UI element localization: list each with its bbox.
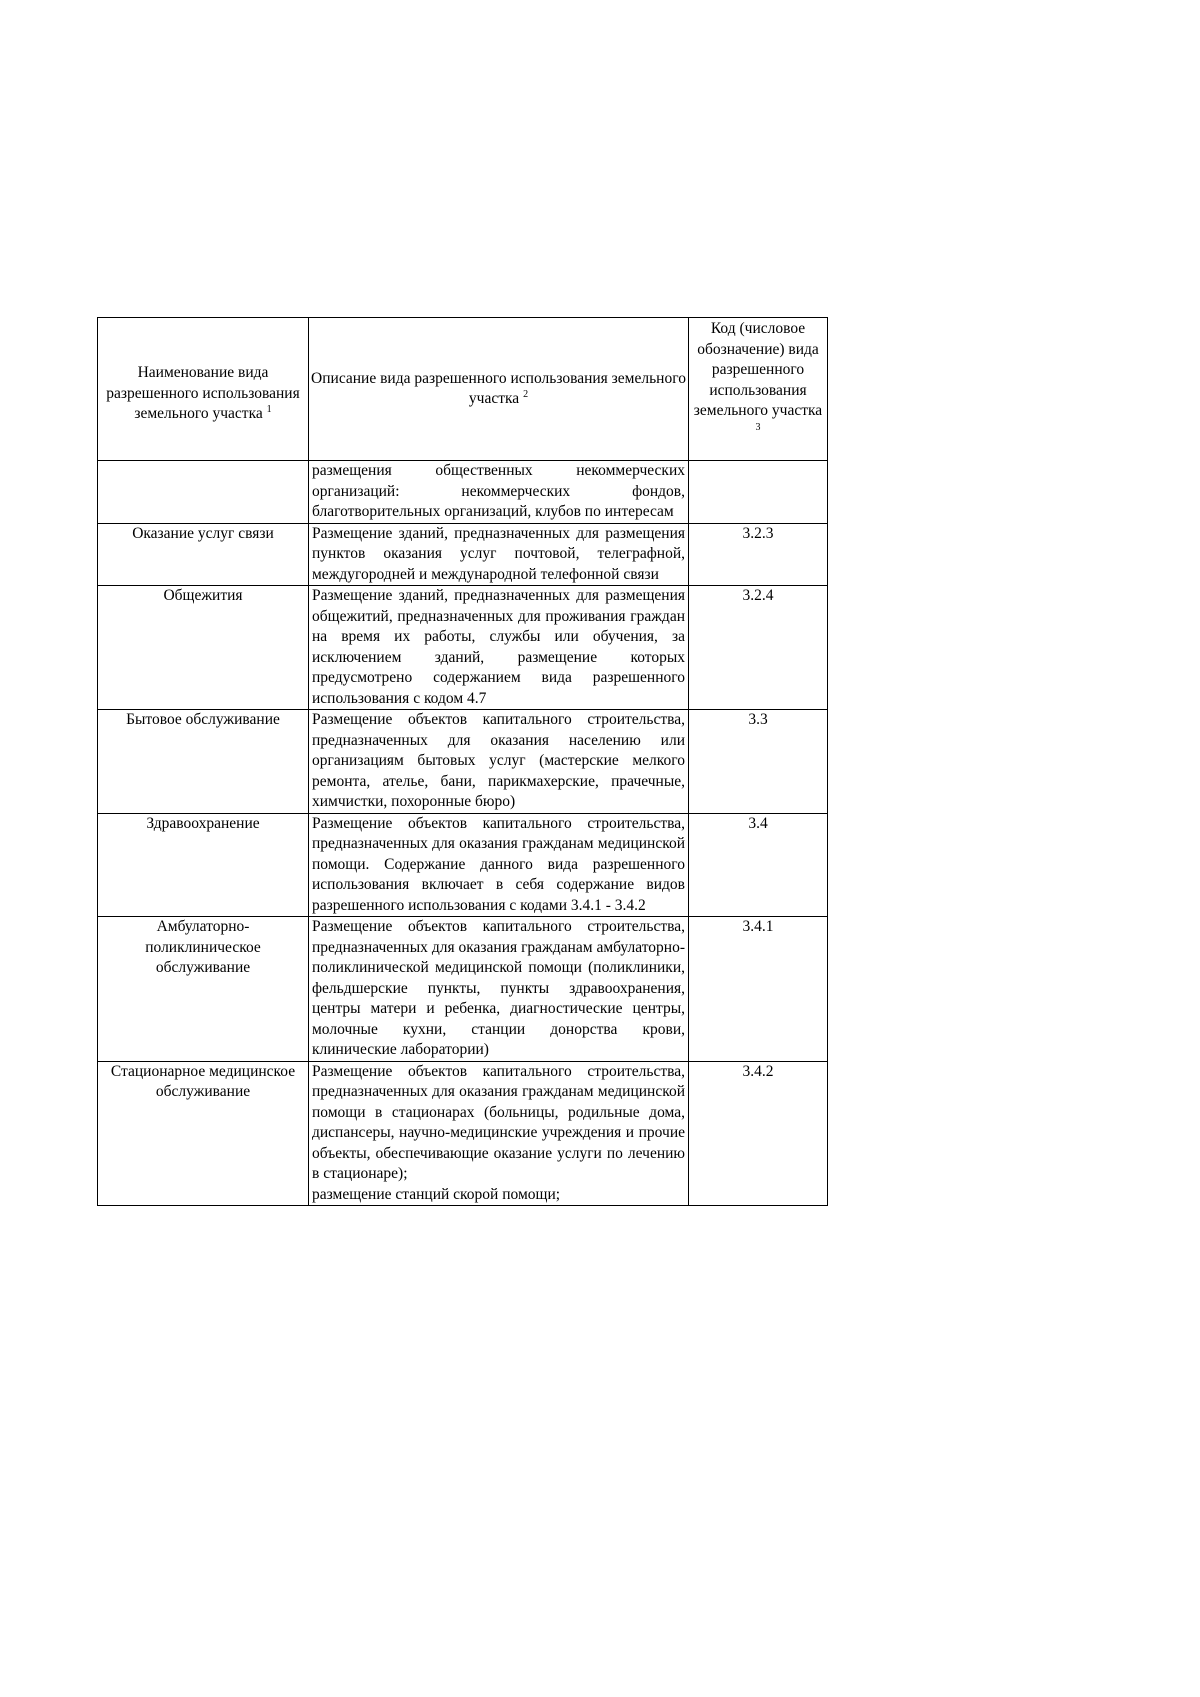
row-description: Размещение объектов капитального строительства, предназначенных для оказания гражданам амбулаторно-поликлинической медицинской помощи (поликлиники, фельдшерские пункты, пункты здравоохранения, центры матери и ребенка, диагностические центры, молочные кухни, станции донорства крови, клинические лаборатории) — [309, 917, 689, 1062]
row-code: 3.2.3 — [689, 523, 828, 586]
table-row — [98, 586, 828, 710]
row-name: Стационарное медицинское обслуживание — [98, 1061, 309, 1206]
table-row — [98, 710, 828, 814]
row-description-extra: размещение станций скорой помощи; — [312, 1185, 561, 1203]
row-description: размещения общественных некоммерческих организаций: некоммерческих фондов, благотворительных организаций, клубов по интересам — [309, 461, 689, 524]
row-description — [309, 1061, 689, 1206]
table-row — [98, 1061, 828, 1206]
row-description: Размещение зданий, предназначенных для размещения пунктов оказания услуг почтовой, телеграфной, междугородней и международной телефонной связи — [309, 523, 689, 586]
table-row — [98, 917, 828, 1062]
row-code: 3.4 — [689, 813, 828, 917]
land-use-table — [97, 317, 828, 1206]
table-header-row — [98, 318, 828, 461]
row-name: Оказание услуг связи — [98, 523, 309, 586]
row-code: 3.4.2 — [689, 1061, 828, 1206]
header-description-text: Описание вида разрешенного использования земельного участка — [311, 369, 686, 407]
row-name — [98, 461, 309, 524]
header-code — [689, 318, 828, 461]
header-name-text: Наименование вида разрешенного использования земельного участка — [106, 364, 300, 423]
header-description — [309, 318, 689, 461]
table-row — [98, 813, 828, 917]
row-description: Размещение зданий, предназначенных для размещения общежитий, предназначенных для проживания граждан на время их работы, службы или обучения, за исключением зданий, размещение которых предусмотрено содержанием вида разрешенного использования с кодом 4.7 — [309, 586, 689, 710]
row-code: 3.4.1 — [689, 917, 828, 1062]
row-description-main: Размещение объектов капитального строительства, предназначенных для оказания гражданам медицинской помощи в стационарах (больницы, родильные дома, диспансеры, научно-медицинские учреждения и прочие объекты, обеспечивающие оказание услуги по лечению в стационаре); — [312, 1062, 685, 1182]
header-name — [98, 318, 309, 461]
row-code: 3.2.4 — [689, 586, 828, 710]
footnote-marker: 1 — [266, 404, 272, 416]
footnote-marker: 2 — [523, 388, 529, 400]
row-name: Здравоохранение — [98, 813, 309, 917]
row-code: 3.3 — [689, 710, 828, 814]
row-name: Бытовое обслуживание — [98, 710, 309, 814]
footnote-marker: 3 — [755, 421, 761, 433]
table-row — [98, 523, 828, 586]
header-code-text: Код (числовое обозначение) вида разрешенного использования земельного участка — [693, 320, 823, 419]
row-code — [689, 461, 828, 524]
table-row — [98, 461, 828, 524]
row-name: Амбулаторно-поликлиническое обслуживание — [98, 917, 309, 1062]
row-description: Размещение объектов капитального строительства, предназначенных для оказания населению или организациям бытовых услуг (мастерские мелкого ремонта, ателье, бани, парикмахерские, прачечные, химчистки, похоронные бюро) — [309, 710, 689, 814]
row-name: Общежития — [98, 586, 309, 710]
row-description: Размещение объектов капитального строительства, предназначенных для оказания гражданам медицинской помощи. Содержание данного вида разрешенного использования включает в себя содержание видов разрешенного использования с кодами 3.4.1 - 3.4.2 — [309, 813, 689, 917]
